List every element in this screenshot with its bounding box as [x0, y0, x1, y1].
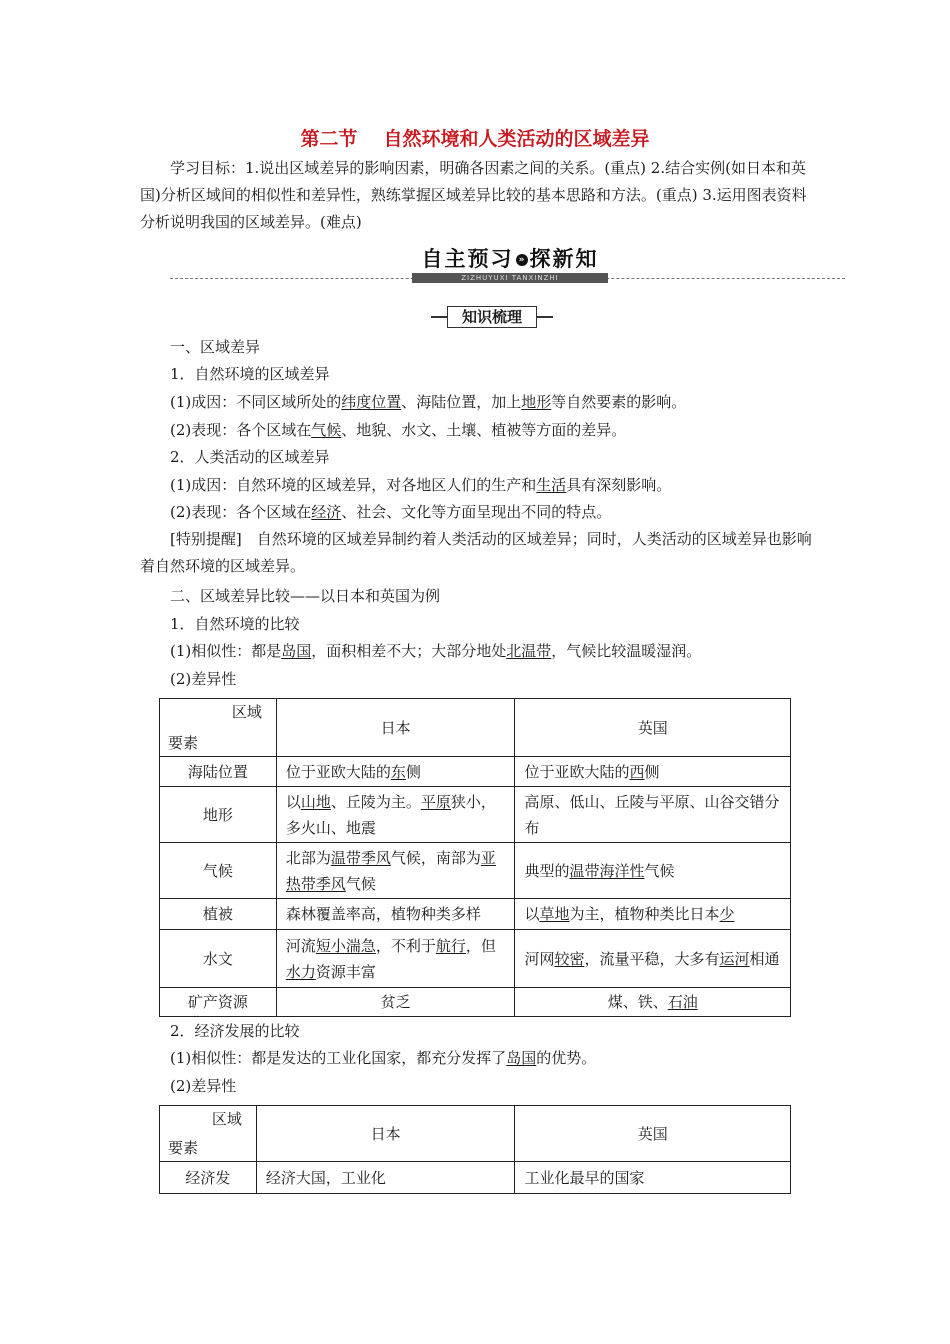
para-1-2a: (1)成因：自然环境的区域差异，对各地区人们的生产和生活具有深刻影响。 [170, 476, 672, 494]
table-row: 地形 以山地、丘陵为主。平原狭小，多火山、地震 高原、低山、丘陵与平原、山谷交错分布 [160, 787, 791, 843]
table-row: 植被 森林覆盖率高，植物种类多样 以草地为主，植物种类比日本少 [160, 899, 791, 930]
knowledge-badge: 知识梳理 [431, 306, 553, 328]
para-1-1b: (2)表现：各个区域在气候、地貌、水文、土壤、植被等方面的差异。 [170, 421, 627, 439]
table-row: 海陆位置 位于亚欧大陆的东侧 位于亚欧大陆的西侧 [160, 757, 791, 787]
col-japan: 日本 [256, 1106, 515, 1162]
col-uk: 英国 [515, 1106, 791, 1162]
table-header-row [160, 1106, 791, 1162]
banner-subtitle: ZIZHUYUXI TANXINZHI [412, 273, 608, 283]
para-2-2a: (1)相似性：都是发达的工业化国家，都充分发挥了岛国的优势。 [170, 1049, 597, 1067]
heading-2-1: 1．自然环境的比较 [170, 615, 300, 633]
para-2-1a: (1)相似性：都是岛国，面积相差不大；大部分地处北温带，气候比较温暖湿润。 [170, 642, 702, 660]
learning-objectives: 学习目标：1.说出区域差异的影响因素，明确各因素之间的关系。(重点) 2.结合实例(如日本和英国)分析区域间的相似性和差异性，熟练掌握区域差异比较的基本思路和方法。(重点) 3.运用图表资料分析说明我国的区域差异。(难点) [140, 159, 807, 231]
header-corner: 区域 要素 [160, 699, 277, 757]
table-row: 气候 北部为温带季风气候，南部为亚热带季风气候 典型的温带海洋性气候 [160, 843, 791, 899]
heading-1-1: 1．自然环境的区域差异 [170, 365, 330, 383]
para-2-1b: (2)差异性 [170, 670, 237, 688]
col-uk: 英国 [515, 699, 791, 757]
heading-2-2: 2．经济发展的比较 [170, 1022, 300, 1040]
table-header-row [160, 699, 791, 757]
nature-compare-table [159, 698, 791, 1017]
header-corner: 区域 要素 [160, 1106, 257, 1162]
heading-1-2: 2．人类活动的区域差异 [170, 448, 330, 466]
arrow-icon: » [516, 254, 528, 266]
section-title: 第二节 自然环境和人类活动的区域差异 [300, 128, 650, 150]
special-tip: [特别提醒] 自然环境的区域差异制约着人类活动的区域差异；同时，人类活动的区域差异也影响着自然环境的区域差异。 [140, 530, 812, 575]
banner-title: 自主预习 » 探新知 [412, 245, 608, 273]
para-1-1a: (1)成因：不同区域所处的纬度位置、海陆位置，加上地形等自然要素的影响。 [170, 393, 687, 411]
table-row: 水文 河流短小湍急，不利于航行，但水力资源丰富 河网较密，流量平稳，大多有运河相通 [160, 930, 791, 988]
table-row: 矿产资源 贫乏 煤、铁、石油 [160, 988, 791, 1017]
heading-2: 二、区域差异比较——以日本和英国为例 [170, 587, 441, 605]
col-japan: 日本 [276, 699, 515, 757]
heading-1: 一、区域差异 [170, 338, 261, 356]
economy-compare-table [159, 1105, 791, 1194]
table-row: 经济发 经济大国，工业化 工业化最早的国家 [160, 1162, 791, 1194]
para-1-2b: (2)表现：各个区域在经济、社会、文化等方面呈现出不同的特点。 [170, 503, 612, 521]
preview-banner [170, 245, 845, 285]
para-2-2b: (2)差异性 [170, 1077, 237, 1095]
